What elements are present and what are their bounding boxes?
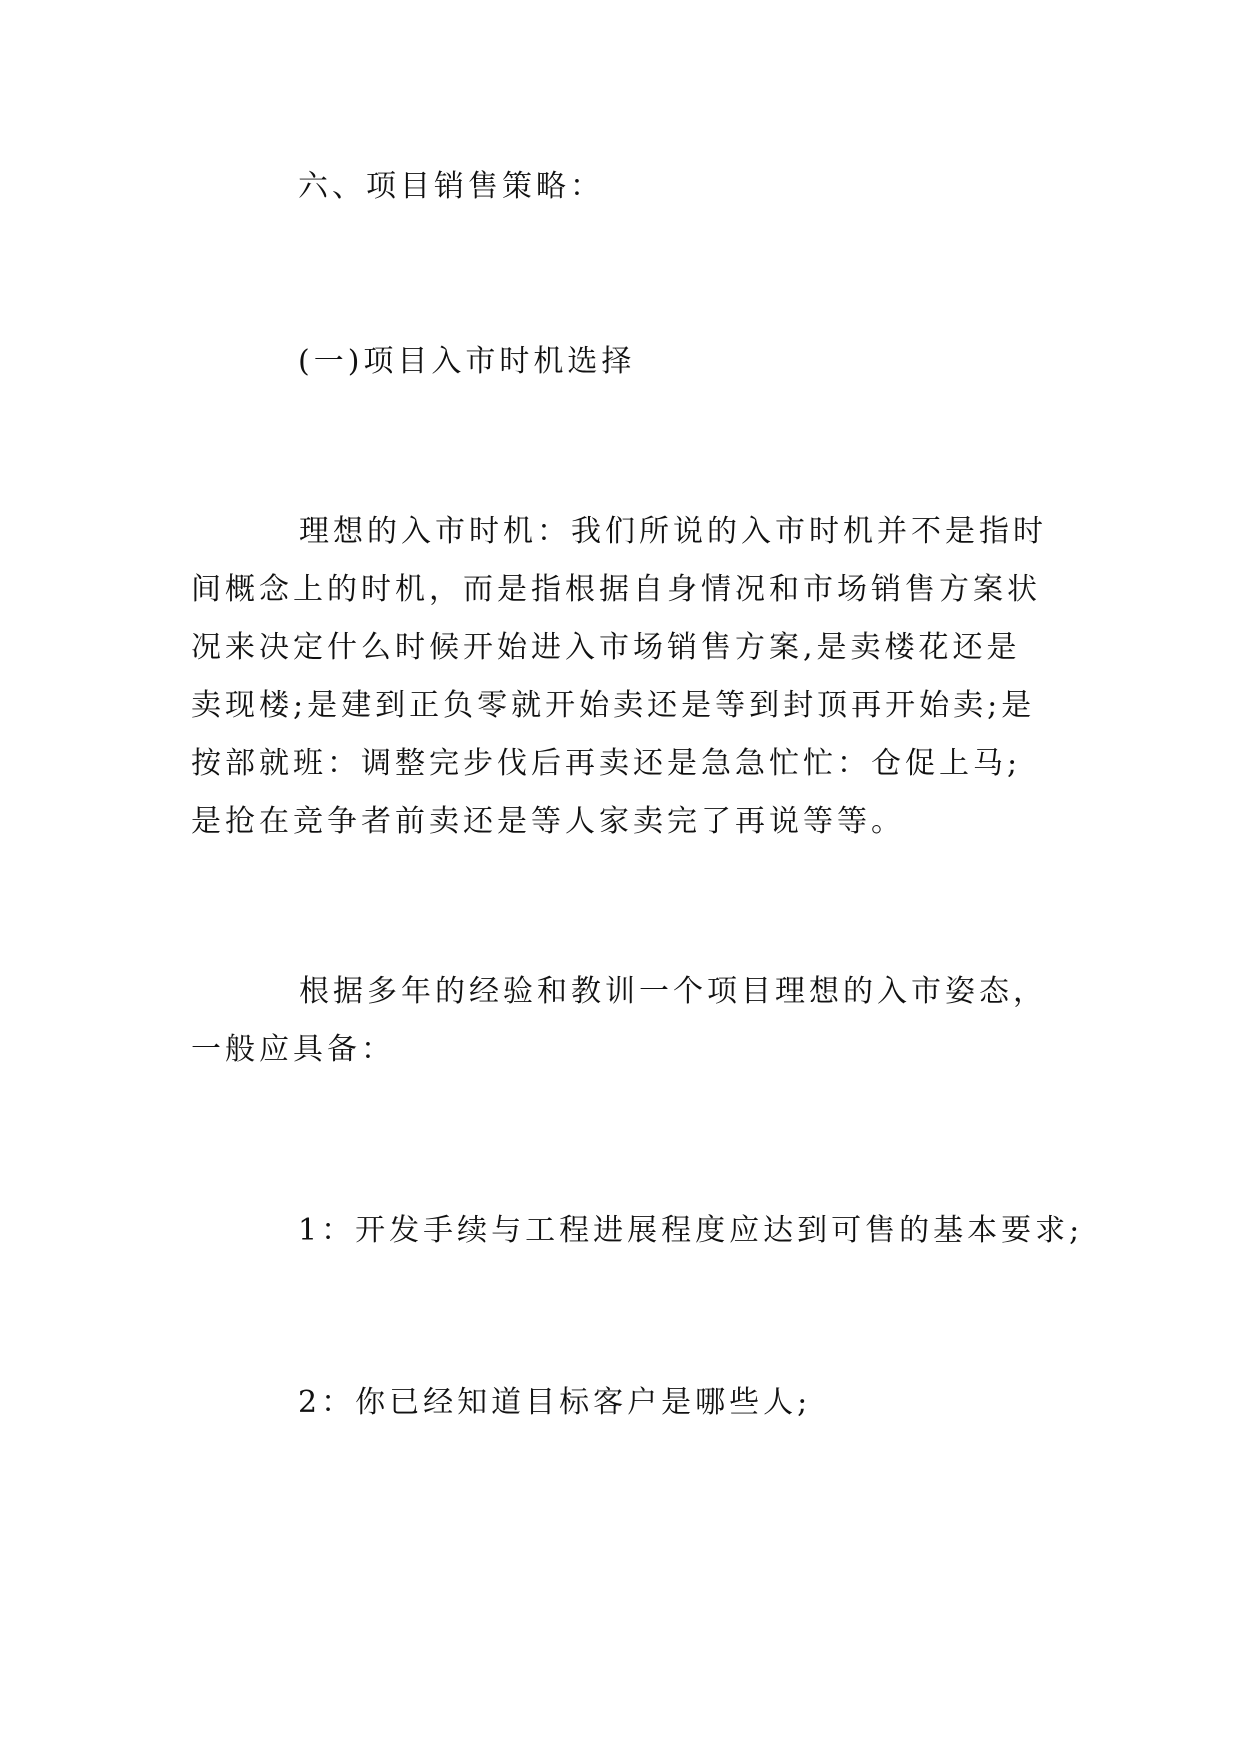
paragraph-entry-conditions: 根据多年的经验和教训一个项目理想的入市姿态，一般应具备： (191, 974, 1047, 1067)
subsection-heading: (一)项目入市时机选择 (298, 344, 636, 379)
paragraph-entry-timing: 理想的入市时机：我们所说的入市时机并不是指时间概念上的时机，而是指根据自身情况和市场销售方案状况来决定什么时候开始进入市场销售方案,是卖楼花还是卖现楼;是建到正负零就开始卖还是等到封顶再开始卖;是按部就班：调整完步伐后再卖还是急急忙忙：仓促上马;是抢在竞争者前卖还是等人家卖完了再说等等。 (191, 514, 1047, 839)
list-item: 2：你已经知道目标客户是哪些人; (298, 1385, 812, 1420)
list-item: 1：开发手续与工程进展程度应达到可售的基本要求; (298, 1213, 1084, 1248)
section-heading: 六、项目销售策略： (298, 169, 604, 204)
